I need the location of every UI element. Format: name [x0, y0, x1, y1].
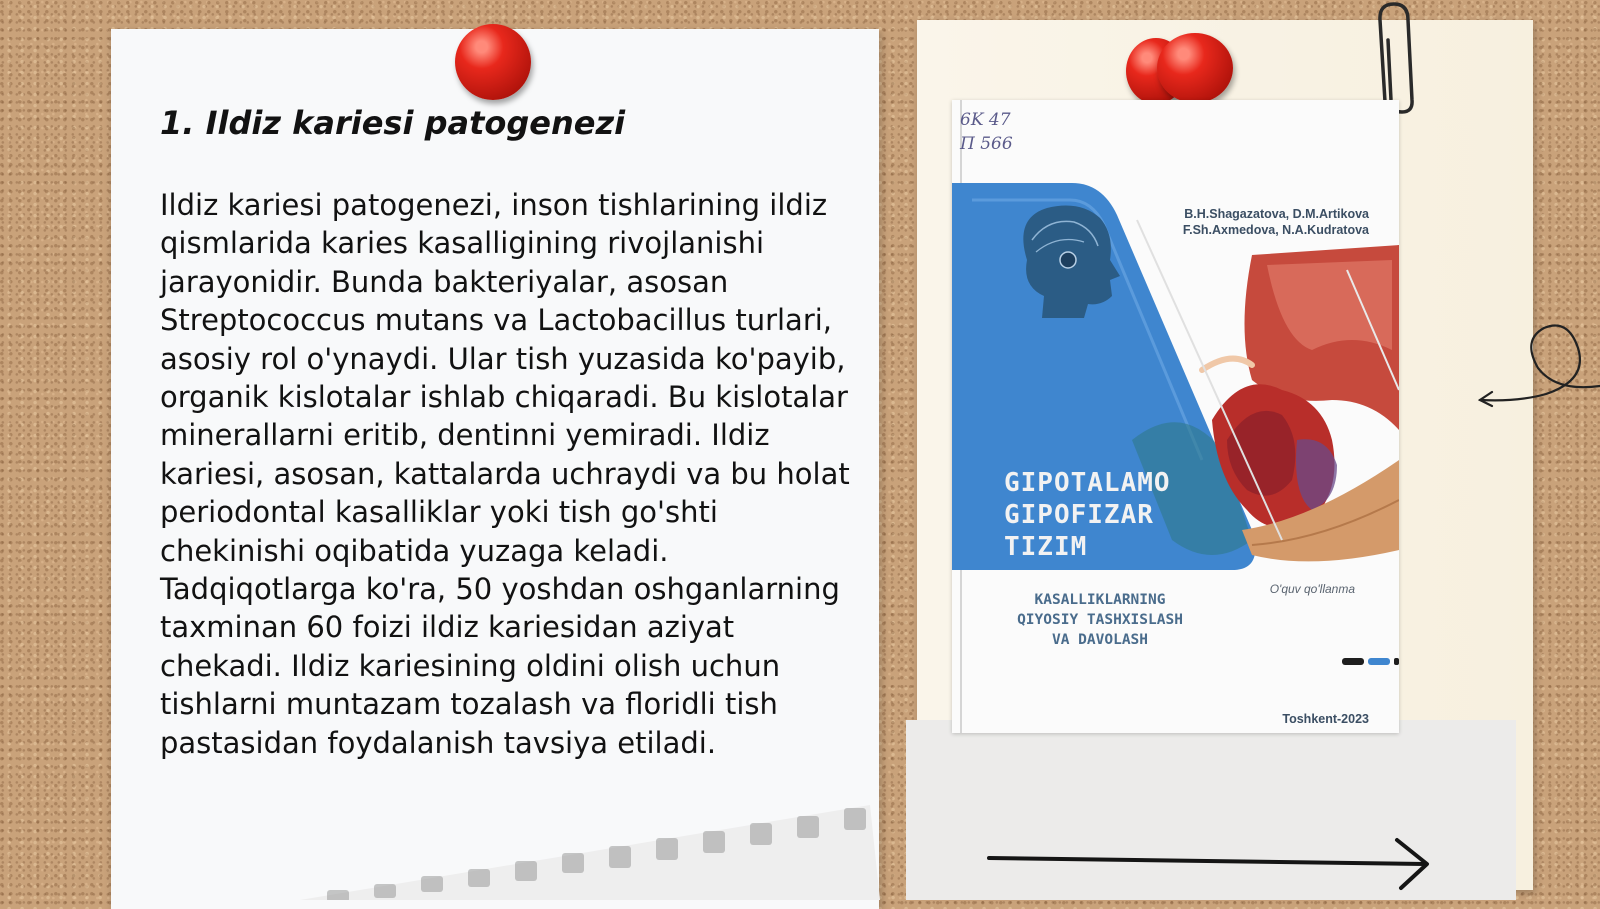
- subtitle-line-1: KASALLIKLARNING: [1034, 592, 1166, 608]
- book-cover-image: [952, 100, 1399, 733]
- book-place-year: Toshkent-2023: [1282, 712, 1369, 726]
- title-line-1: GIPOTALAMO: [1004, 468, 1171, 498]
- right-arrow-icon: [985, 836, 1445, 896]
- title-line-3: TIZIM: [1004, 532, 1088, 562]
- shelf-mark-line-1: 6K 47: [960, 110, 1011, 130]
- subtitle-line-3: VA DAVOLASH: [1051, 632, 1149, 648]
- pushpin-icon: [455, 24, 531, 100]
- shelf-mark-line-2: Π 566: [960, 134, 1013, 154]
- section-heading: 1. Ildiz kariesi patogenezi: [160, 104, 626, 142]
- book-type-label: O'quv qo'llanma: [1269, 582, 1355, 596]
- loop-arrow-doodle-icon: [1478, 310, 1600, 410]
- book-title: [1004, 467, 1171, 563]
- book-authors: [1183, 206, 1369, 238]
- book-subtitle: [980, 590, 1220, 650]
- body-paragraph: Ildiz kariesi patogenezi, inson tishlarining ildiz qismlarida karies kasalligining rivojlanishi jarayonidir. Bunda bakteriyalar, asosan Streptococcus mutans va Lactobacillus turlari, asosiy rol o'ynaydi. Ular tish yuzasida ko'payib, organik kislotalar ishlab chiqaradi. Bu kislotalar minerallarni eritib, dentinni yemiradi. Ildiz kariesi, asosan, kattalarda uchraydi va bu holat periodontal kasalliklar yoki tish go'shti chekinishi oqibatida yuzaga keladi. Tadqiqotlarga ko'ra, 50 yoshdan oshganlarning taxminan 60 foizi ildiz kariesidan aziyat chekadi. Ildiz kariesining oldini olish uchun tishlarni muntazam tozalash va floridli tish pastasidan foydalanish tavsiya etiladi.: [160, 188, 850, 760]
- authors-line-2: F.Sh.Axmedova, N.A.Kudratova: [1182, 223, 1369, 237]
- pushpin-icon: [1157, 33, 1233, 103]
- subtitle-line-2: QIYOSIY TASHXISLASH: [1017, 612, 1183, 628]
- authors-line-1: B.H.Shagazatova, D.M.Artikova: [1184, 207, 1369, 221]
- title-line-2: GIPOFIZAR: [1004, 500, 1154, 530]
